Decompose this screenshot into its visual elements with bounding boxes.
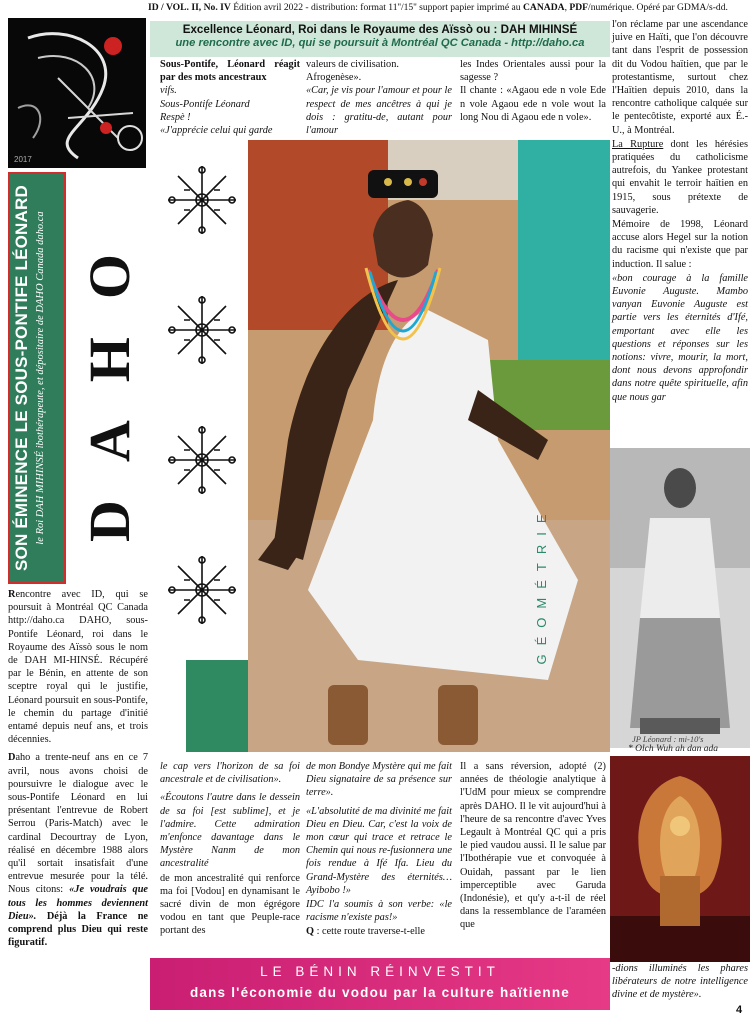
issue-country: CANADA	[523, 2, 565, 13]
paragraph-anniversary	[8, 751, 148, 949]
green-accent-block	[186, 660, 248, 752]
issue-header: ID / VOL. II, No. IV Édition avril 2022 - distribution: format 11''/15'' support papier imprimé au CANADA, PDF/numérique. Opéré par GDMA/s-dd.	[148, 2, 728, 13]
col2-respe: Respè !	[160, 111, 191, 123]
daho-logo-artwork	[8, 18, 146, 168]
right-para-4	[612, 272, 748, 404]
page-number: 4	[736, 1004, 743, 1016]
title-banner	[150, 21, 610, 57]
q-label: Q	[306, 926, 315, 938]
col4b-theologie: Il a sans réversion, adopté (2) années de théologie analytique à l'UdM pour mieux se comprendre après DAHO. Il le vit aujourd'hui à l'heure de sa rencontre d'avec Yves Legault à Montréal QC qui a pris le pied vaudou aussi. Il le salue par l'Ibothérapie vue et convoquée à Ouidah, passant par le lien imperceptible avec Garuda (Indonésie), et qu'y a-t-il de réel dans la ressemblance de l'araméen que	[460, 761, 606, 931]
issue-format-pdf: PDF	[569, 2, 589, 13]
col3-afrogenese: Afrogenèse».	[306, 72, 362, 84]
vertical-subtitle: le Roi DAH MIHINSÉ ibothérapeute, et dépositaire de DAHO Canada daho.ca	[35, 211, 46, 545]
dropcap-d: D	[8, 752, 16, 764]
column-3-bottom	[306, 760, 452, 944]
olch-caption: * Olch Wuh ah dan ada	[628, 744, 718, 754]
column-3-top	[306, 58, 452, 137]
col2-vifs: vifs.	[160, 85, 177, 97]
vintage-photo-caption: JP Léonard : mi-10's	[632, 734, 704, 744]
footer-banner	[150, 958, 610, 1010]
vertical-title: SON ÉMINENCE LE SOUS-PONTIFE LÉONARD	[12, 185, 31, 571]
rupture-text: dont les hérésies pratiquées du catholicisme autrefois, du Yankee protestant qui envahit le terroir haïtien en 1915, sous prétexte de sauvagerie.	[612, 138, 748, 216]
col2b-renforce: de mon ancestralité qui renforce ma foi [Vodou] en dynamisant le sacré divin de mon égrégore vodou en tant que Peuple-race portant des	[160, 872, 300, 937]
footer-headline: LE BÉNIN RÉINVESTIT	[260, 964, 500, 979]
column-right-bottom	[612, 962, 748, 1002]
vertical-title-box	[8, 172, 66, 584]
col2b-ecoutons: «Écoutons l'autre dans le dessein de sa foi [est sublime], et je l'admire. Cette admiration m'enfonce davantage dans le Mystère Nanm de mon ancestralité	[160, 792, 300, 870]
col3b-bondye: de mon Bondye Mystère qui me fait Dieu signataire de sa présence sur terre».	[306, 761, 452, 799]
issue-number: ID / VOL. II, No. IV	[148, 2, 231, 13]
right-para-2	[612, 138, 748, 217]
statue-photo	[610, 756, 750, 962]
la-rupture-link[interactable]: La Rupture	[612, 138, 664, 150]
france-statement: Déjà la France ne comprend plus Dieu qui reste figuratif.	[8, 910, 148, 949]
column-4-top	[460, 58, 606, 124]
anniversary-text: aho a trente-neuf ans en ce 7 avril, nous avons choisi de poursuivre le dialogue avec le sous-Pontife Léonard en lui présentant l'entrevue de Robert Serrou (Paris-Match) avec le cardinal Decourtray de Lyon, réalisé en décembre 1988 alors qu'il sortait insatisfait d'une entrevue mesurée pour la télé. Nous citons:	[8, 752, 148, 896]
column-2-bottom	[160, 760, 300, 943]
veve-symbols-strip	[156, 140, 248, 660]
paragraph-intro	[8, 588, 148, 746]
col2-quote-start: «J'apprécie celui qui garde	[160, 125, 273, 137]
right-para-3: Mémoire de 1998, Léonard accuse alors Hegel sur la notion du racisme qui n'existe que par induction. Il salue :	[612, 219, 748, 270]
issue-operator: /numérique. Opéré par GDMA/s-dd.	[588, 2, 728, 13]
right-bottom-quote: -dions illuminés les phares libérateurs de notre intelligence divine et de mystère».	[612, 963, 748, 1001]
footer-subline: dans l'économie du vodou par la culture haïtienne	[189, 985, 571, 1000]
daho-masthead	[72, 174, 148, 584]
col3b-absolutite: «L'absolutité de ma divinité me fait Dieu en Dieu. Car, c'est la voix de mon cœur qui trace et retrace le Chemin qui nous re-fusionnera une fois rendue à Ifé Ifa. Lieu du Grand-Mystère des éternités… Ayibobo !»	[306, 805, 452, 896]
cardinal-quote: «Je voudrais que tous les hommes deviennent Dieu».	[8, 884, 148, 922]
col2-heading: Sous-Pontife, Léonard réagit par des mots ancestraux	[160, 59, 300, 84]
col3-values: valeurs de civilisation.	[306, 59, 399, 70]
intro-text: encontre avec ID, qui se poursuit à Montréal QC Canada http://daho.ca DAHO, sous-Pontife Léonard, roi dans le Royaume des Aïssò sous le nom de DAH MI-HINSÉ. Récupéré par le Bénin, en attente de son sceptre royal qui le justifie, Léonard poursuit en sous-Pontife, le chemin du partage d'initié entamé depuis neuf ans, et trois décennies.	[8, 589, 148, 746]
col4-question: les Indes Orientales aussi pour la sagesse ?	[460, 59, 606, 84]
col3b-idc: IDC l'a soumis à son verbe: «le racisme n'existe pas!»	[306, 899, 452, 924]
article-title: Excellence Léonard, Roi dans le Royaume des Aïssò ou : DAH MIHINSÉ	[182, 23, 578, 36]
article-subtitle: une rencontre avec ID, qui se poursuit à Montréal QC Canada - http://daho.ca	[175, 37, 585, 49]
column-right	[612, 18, 748, 409]
dropcap-r: R	[8, 589, 16, 600]
col2-speaker: Sous-Pontife Léonard	[160, 98, 250, 110]
col3b-route: : cette route traverse-t-elle	[314, 926, 425, 938]
issue-distribution: Édition avril 2022 - distribution: format 11''/15'' support papier imprimé au	[230, 2, 523, 13]
vintage-portrait-photo	[610, 448, 750, 748]
col2b-horizon: le cap vers l'horizon de sa foi ancestrale et de civilisation».	[160, 761, 300, 786]
col4-chant: Il chante : «Agaou ede n vole Ede n vole Agaou ede n vole wout la long Nou di Agaou ede n vole».	[460, 85, 606, 123]
geometrie-text: GÉOMÉTRIE	[534, 505, 549, 665]
right-para-1: l'on réclame par une ascendance juive en Haïti, que l'on découvre tant dans l'esprit de possession dit du Vodou haïtien, que par le protestantisme, surtout chez l'Haïtien depuis 2010, dans la rencontre catholique calquée sur le pentecôtiste, exporté aux É.-U., à Montréal.	[612, 19, 748, 136]
veve-icon	[156, 140, 248, 660]
main-portrait-photo	[248, 140, 610, 752]
geometrie-vertical-label	[532, 420, 552, 750]
logo-year: 2017	[14, 155, 32, 164]
masthead-text: DAHO	[77, 216, 142, 542]
column-4-bottom	[460, 760, 606, 937]
column-2-top	[160, 58, 300, 137]
column-left	[8, 588, 148, 954]
col3-quote: «Car, je vis pour l'amour et pour le respect de mes ancêtres à qui je dois : gratitu-de, autant pour l'amour	[306, 85, 452, 137]
euvonie-quote: «bon courage à la famille Euvonie Auguste. Mambo vanyan Euvonie Auguste est partie vers les éternités d'Ifé, emportant avec elle les questions et réponses sur les notions: vivre, mourir, la mort, dont nous devons approfondir dans notre quête spirituelle, afin que nous gar	[612, 272, 748, 403]
